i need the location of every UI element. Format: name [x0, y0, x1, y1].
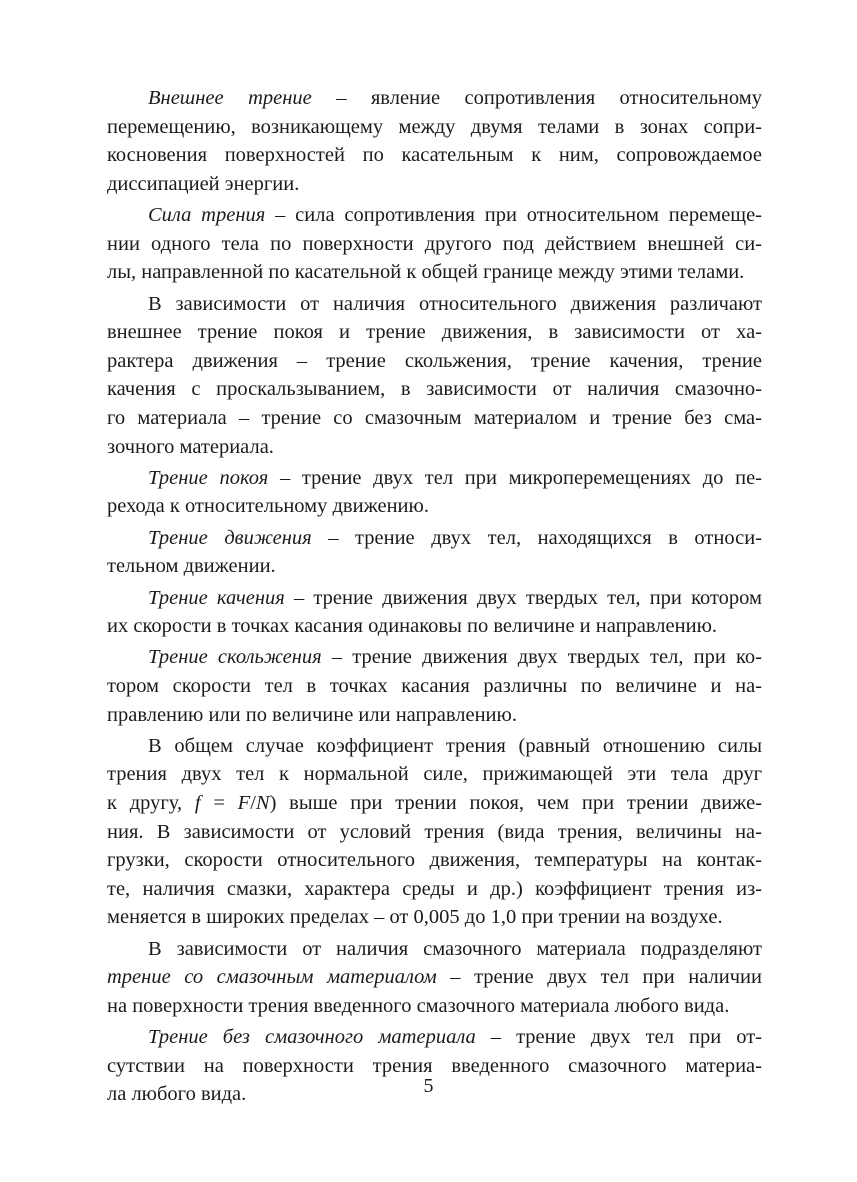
paragraph: [107, 732, 762, 932]
text-run: трения двух тел к нормальной силе, прижимающей эти тела друг: [107, 763, 762, 786]
text-run: нии одного тела по поверхности другого под действием внешней си-: [107, 232, 762, 255]
text-line: [107, 141, 762, 170]
text-run: сутствии на поверхности трения введенного смазочного материа-: [107, 1054, 762, 1077]
text-line: [107, 84, 762, 113]
term-italic: F: [237, 792, 251, 815]
text-line: [107, 375, 762, 404]
text-run: ) выше при трении покоя, чем при трении движе-: [269, 792, 762, 815]
text-line: [107, 789, 762, 818]
paragraph: [107, 84, 762, 198]
term-italic: Трение качения: [148, 586, 285, 609]
text-run: – трение двух тел, находящихся в относи-: [311, 526, 763, 549]
term-italic: Трение движения: [148, 526, 312, 549]
text-run: перемещению, возникающему между двумя телами в зонах сопри-: [107, 115, 762, 138]
text-line: [107, 643, 762, 672]
text-run: внешнее трение покоя и трение движения, в зависимости от ха-: [107, 321, 762, 344]
text-run: В общем случае коэффициент трения (равный отношению силы: [148, 734, 762, 757]
paragraph: [107, 643, 762, 729]
term-italic: Трение скольжения: [148, 646, 322, 669]
term-italic: Трение покоя: [148, 466, 269, 489]
text-line: [107, 290, 762, 319]
text-run: ния. В зависимости от условий трения (вида трения, величины на-: [107, 820, 762, 843]
text-line: [107, 732, 762, 761]
text-run: качения с проскальзыванием, в зависимости от наличия смазочно-: [107, 378, 762, 401]
text-run: – сила сопротивления при относительном перемеще-: [265, 204, 763, 227]
term-italic: Трение без смазочного материала: [148, 1026, 476, 1049]
text-line: [107, 612, 762, 641]
text-run: те, наличия смазки, характера среды и др.) коэффициент трения из-: [107, 877, 762, 900]
text-line: [107, 201, 762, 230]
text-run: =: [200, 792, 238, 815]
text-run: – явление сопротивления относительному: [311, 87, 762, 109]
text-line: [107, 760, 762, 789]
paragraph: [107, 290, 762, 462]
text-run: – трение двух тел при микроперемещениях до пе-: [268, 466, 762, 489]
paragraph: [107, 584, 762, 641]
text-run: В зависимости от наличия относительного движения различают: [148, 292, 762, 315]
text-run: к другу,: [107, 792, 195, 815]
text-run: – трение двух тел при наличии: [436, 966, 762, 989]
text-line: [107, 875, 762, 904]
text-run: /: [250, 792, 256, 815]
paragraph: [107, 201, 762, 287]
text-line: [107, 524, 762, 553]
text-line: [107, 584, 762, 613]
text-line: [107, 318, 762, 347]
text-line: [107, 230, 762, 259]
text-run: – трение двух тел при от-: [475, 1026, 762, 1049]
text-run: меняется в широких пределах – от 0,005 до 1,0 при трении на воздухе.: [107, 906, 723, 929]
text-run: рактера движения – трение скольжения, трение качения, трение: [107, 349, 762, 372]
text-run: тором скорости тел в точках касания различны по величине и на-: [107, 675, 762, 697]
text-run: на поверхности трения введенного смазочного материала любого вида.: [107, 994, 730, 1017]
term-italic: трение со смазочным материалом: [107, 966, 437, 989]
text-run: лы, направленной по касательной к общей границе между этими телами.: [107, 261, 745, 284]
text-run: ла любого вида.: [107, 1083, 247, 1106]
term-italic: N: [255, 792, 270, 815]
text-run: их скорости в точках касания одинаковы по величине и направлению.: [107, 615, 718, 638]
text-run: – трение движения двух твердых тел, при котором: [284, 586, 762, 609]
text-line: [107, 903, 762, 932]
text-run: тельном движении.: [107, 555, 276, 578]
text-line: [107, 433, 762, 462]
text-line: [107, 404, 762, 433]
text-line: [107, 963, 762, 992]
text-line: [107, 552, 762, 581]
text-line: [107, 258, 762, 287]
text-line: [107, 347, 762, 376]
text-run: диссипацией энергии.: [107, 172, 300, 195]
text-run: грузки, скорости относительного движения, температуры на контак-: [107, 849, 762, 872]
text-run: В зависимости от наличия смазочного материала подразделяют: [148, 937, 762, 960]
text-line: [107, 113, 762, 142]
text-line: [107, 701, 762, 730]
body-text: [107, 84, 762, 1109]
page-number: 5: [423, 1075, 434, 1097]
text-line: [107, 935, 762, 964]
text-run: косновения поверхностей по касательным к ним, сопровождаемое: [107, 144, 762, 167]
text-line: [107, 170, 762, 199]
text-line: [107, 992, 762, 1021]
text-line: [107, 818, 762, 847]
paragraph: [107, 524, 762, 581]
text-run: – трение движения двух твердых тел, при ко-: [321, 646, 762, 669]
term-italic: f: [194, 792, 201, 815]
text-line: [107, 672, 762, 701]
text-line: [107, 464, 762, 493]
text-line: [107, 1023, 762, 1052]
paragraph: [107, 935, 762, 1021]
term-italic: Сила трения: [148, 204, 266, 227]
paragraph: [107, 464, 762, 521]
text-run: го материала – трение со смазочным материалом и трение без сма-: [107, 406, 762, 429]
text-line: [107, 846, 762, 875]
text-line: [107, 492, 762, 521]
term-italic: Внешнее трение: [148, 87, 312, 109]
text-run: правлению или по величине или направлению.: [107, 703, 517, 726]
text-run: зочного материала.: [107, 435, 274, 458]
text-run: рехода к относительному движению.: [107, 495, 429, 518]
